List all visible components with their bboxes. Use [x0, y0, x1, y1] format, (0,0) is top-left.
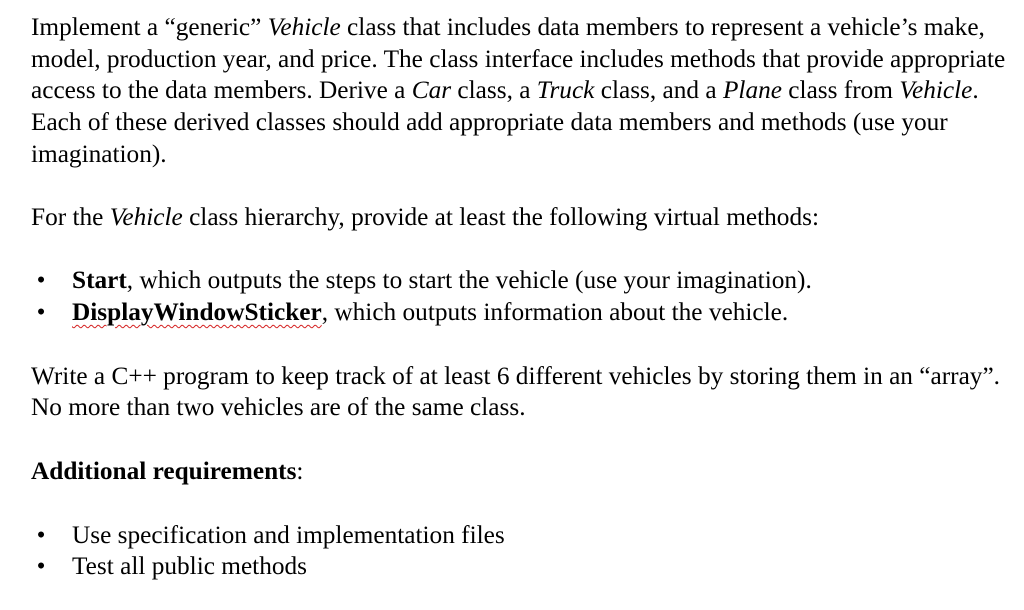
spacer	[31, 233, 1011, 265]
bullet-icon: •	[36, 552, 46, 581]
intro-text-1: Implement a “generic”	[31, 13, 268, 41]
bullet-icon: •	[36, 266, 46, 295]
program-text: Write a C++ program to keep track of at least 6 different vehicles by storing them in an “array”. No more than two vehicles are of the same class.	[31, 361, 1001, 422]
requirement-text: Test all public methods	[72, 552, 307, 581]
method-description: , which outputs information about the vehicle.	[321, 297, 789, 326]
intro-text-4: class, and a	[594, 76, 723, 105]
bullet-icon: •	[36, 297, 46, 326]
document-body	[31, 12, 1011, 583]
spacer	[31, 424, 1011, 456]
vehicle-class-name-2: Vehicle	[899, 76, 973, 105]
virtual-methods-paragraph	[31, 202, 1011, 234]
bullet-icon: •	[36, 520, 46, 549]
car-class-name: Car	[411, 76, 452, 105]
list-item	[31, 551, 1011, 583]
additional-heading-label: Additional requirements	[31, 457, 297, 486]
list-item	[31, 520, 1011, 552]
list-item	[31, 265, 1011, 297]
method-name: Start	[72, 266, 127, 295]
vehicle-class-name-3: Vehicle	[109, 202, 183, 231]
intro-text-2: class that includes data members to represent a vehicle’s make, model, production year, and price. The class interface includes methods that provide appropriate access to the data members. Derive a	[31, 13, 1006, 105]
program-paragraph	[31, 361, 1011, 424]
requirements-list	[31, 520, 1011, 583]
intro-text-6: . Each of these derived classes should add appropriate data members and methods (use your imagination).	[31, 76, 979, 168]
virtual-text-2: class hierarchy, provide at least the following virtual methods:	[182, 202, 819, 231]
method-name: DisplayWindowSticker	[72, 297, 322, 326]
intro-text-3: class, a	[451, 76, 537, 105]
additional-heading	[31, 456, 1011, 488]
vehicle-class-name: Vehicle	[267, 13, 341, 41]
methods-list	[31, 265, 1011, 328]
plane-class-name: Plane	[722, 76, 782, 105]
spacer	[31, 329, 1011, 361]
intro-text-5: class from	[781, 76, 900, 105]
list-item	[31, 297, 1011, 329]
virtual-text-1: For the	[31, 202, 110, 231]
intro-paragraph	[31, 12, 1011, 171]
truck-class-name: Truck	[536, 76, 595, 105]
spacer	[31, 171, 1011, 202]
method-description: , which outputs the steps to start the vehicle (use your imagination).	[126, 266, 812, 295]
requirement-text: Use specification and implementation files	[72, 520, 505, 549]
additional-heading-colon: :	[296, 457, 304, 486]
spacer	[31, 488, 1011, 520]
